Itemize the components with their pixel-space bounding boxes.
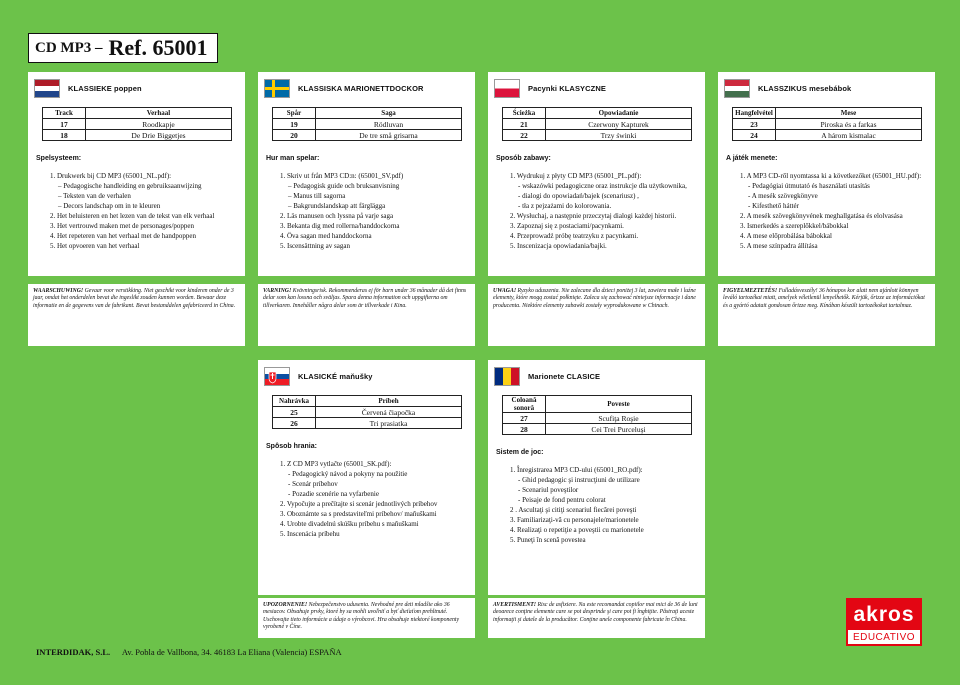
- col-header-story: Opowiadanie: [546, 108, 692, 119]
- step-item: - wskazówki pedagogiczne oraz instrukcje dla użytkownika,: [518, 182, 687, 190]
- table-row: [733, 119, 922, 130]
- steps-list: [510, 171, 705, 251]
- step-item: 2. Läs manusen och lyssna på varje saga: [280, 212, 394, 220]
- track-number: 27: [503, 413, 546, 424]
- table-row: [503, 119, 692, 130]
- warning-box: [28, 284, 245, 346]
- track-table: [272, 395, 462, 429]
- warning-lead: WAARSCHUWING!: [33, 288, 84, 294]
- col-header-track: Track: [43, 108, 86, 119]
- sweden-flag-icon: [264, 79, 290, 98]
- story-title: Roodkapje: [86, 119, 232, 130]
- step-item: - dialogi do opowiadań/bajek (scenariusz) ,: [518, 192, 639, 200]
- warning-box: [488, 598, 705, 638]
- document-header: [28, 33, 218, 63]
- story-title: A három kismalac: [776, 130, 922, 141]
- card-title: KLASSISKA MARIONETTDOCKOR: [298, 83, 424, 93]
- table-row: [273, 119, 462, 130]
- step-item: - Kifesthető háttér: [748, 202, 799, 210]
- card-titlebar: [258, 72, 475, 99]
- poland-flag-icon: [494, 79, 520, 98]
- step-item: - Pedagógiai útmutató és használati utasítás: [748, 182, 870, 190]
- step-item: 5. Iscensättning av sagan: [280, 242, 350, 250]
- track-table: [732, 107, 922, 141]
- step-item: 3. Het vertrouwd maken met de personages/poppen: [50, 222, 195, 230]
- table-row: [503, 130, 692, 141]
- step-item: 3. Ismerkedés a szereplőkkel/bábokkal: [740, 222, 849, 230]
- card-title: KLASSZIKUS mesebábok: [758, 83, 852, 93]
- table-row: [503, 424, 692, 435]
- warning-box: [258, 598, 475, 638]
- table-row: [43, 119, 232, 130]
- warning-body: Ryzyko uduszenia. Nie zalecane dla dzieci poniżej 3 lat, zawiera małe i luźne elementy, które mogą zostać połknięte. Zaleca się zachować niniejsze informacje i dane producenta. Niektóre elementy zabawki zostały wyprodukowane w Chinach.: [493, 288, 696, 309]
- story-title: Rödluvan: [316, 119, 462, 130]
- step-item: 3. Oboznámte sa s predstaviteľmi príbehov/ maňuškami: [280, 510, 437, 518]
- step-item: – Manus till sagorna: [288, 192, 346, 200]
- step-item: 5. Puneţi în scenă povestea: [510, 536, 586, 544]
- language-card: [258, 72, 475, 276]
- akros-logo: [846, 598, 922, 650]
- card-title: KLASSIEKE poppen: [68, 83, 142, 93]
- card-title: Marionete CLASICE: [528, 371, 601, 381]
- step-item: 4. Realizaţi o repetiţie a poveştii cu marionetele: [510, 526, 644, 534]
- step-item: 2. Het beluisteren en het lezen van de tekst van elk verhaal: [50, 212, 215, 220]
- warning-lead: UPOZORNENIE!: [263, 602, 308, 608]
- logo-word: akros: [846, 598, 922, 628]
- step-item: - Pozadie scenérie na vyfarbenie: [288, 490, 379, 498]
- hungary-flag-icon: [724, 79, 750, 98]
- card-titlebar: [488, 72, 705, 99]
- warning-body: Fulladásveszély! 36 hónapos kor alatt nem ajánlott könnyen leváló tartozékai miatt, amelyek véletlenül lenyelhetők. Kérjük, őrizze az információkat és a gyártó adatait gondosan őrizze meg. Kínában készült tartozékokat tartalmaz.: [723, 288, 925, 309]
- steps-list: [740, 171, 935, 251]
- story-title: Scufiţa Roşie: [546, 413, 692, 424]
- step-item: – Bakgrundslandskap att färglägga: [288, 202, 386, 210]
- footer-address: Av. Pobla de Vallbona, 34. 46183 La Eliana (Valencia) ESPAÑA: [121, 647, 342, 657]
- col-header-story: Príbeh: [316, 396, 462, 407]
- track-number: 21: [503, 119, 546, 130]
- track-table: [502, 107, 692, 141]
- step-item: - Scenariul poveştilor: [518, 486, 579, 494]
- card-titlebar: [718, 72, 935, 99]
- col-header-story: Saga: [316, 108, 462, 119]
- table-row: [43, 130, 232, 141]
- language-card: [488, 72, 705, 276]
- step-item: – Decors landschap om in te kleuren: [58, 202, 161, 210]
- language-card: [718, 72, 935, 276]
- step-item: - Pedagogický návod a pokyny na použitie: [288, 470, 408, 478]
- col-header-track: Coloană sonoră: [503, 396, 546, 413]
- step-item: 3. Zapoznaj się z postaciami/pacynkami.: [510, 222, 624, 230]
- step-item: - A mesék szövegkönyve: [748, 192, 818, 200]
- step-item: 1. A MP3 CD-ről nyomtassa ki a következőket (65001_HU.pdf):: [740, 172, 922, 180]
- table-row: [273, 418, 462, 429]
- step-item: - Peisaje de fond pentru colorat: [518, 496, 606, 504]
- language-card: [258, 360, 475, 595]
- section-heading: Sistem de joc:: [496, 449, 544, 456]
- track-number: 18: [43, 130, 86, 141]
- warning-text: [718, 284, 935, 314]
- col-header-track: Hangfelvétel: [733, 108, 776, 119]
- warning-body: Nebezpečenstvo udusenia. Nevhodné pre deti mladšie ako 36 mesiacov. Obsahuje prvky, ktoré by sa mohli uvoľniť a byť dieťaťom prehltnuté. Uschovajte tieto informácie a údaje o výrobcovi. Hra obsahuje niektoré komponenty vyrobené v Číne.: [263, 602, 460, 631]
- steps-list: [280, 171, 475, 251]
- col-header-story: Mese: [776, 108, 922, 119]
- steps-list: [510, 465, 705, 545]
- step-item: – Pedagogische handleiding en gebruiksaanwijzing: [58, 182, 202, 190]
- story-title: De tre små grisarna: [316, 130, 462, 141]
- card-titlebar: [28, 72, 245, 99]
- warning-lead: FIGYELMEZTETÉS!: [723, 288, 778, 294]
- col-header-track: Spår: [273, 108, 316, 119]
- col-header-story: Poveste: [546, 396, 692, 413]
- section-heading: A játék menete:: [726, 155, 778, 162]
- step-item: 2. Vypočujte a prečítajte si scenár jednotlivých príbehov: [280, 500, 438, 508]
- romania-flag-icon: [494, 367, 520, 386]
- col-header-track: Ścieżka: [503, 108, 546, 119]
- table-row: [273, 407, 462, 418]
- track-number: 17: [43, 119, 86, 130]
- step-item: 1. Z CD MP3 vytlačte (65001_SK.pdf):: [280, 460, 392, 468]
- table-row: [273, 130, 462, 141]
- warning-body: Kvävningsrisk. Rekommenderas ej för barn under 36 månader då det finns delar som kan lossna och sväljas. Spara denna information och uppgifterna om tillverkaren. Innehåller några delar som är tillverkade i Kina.: [263, 288, 467, 309]
- step-item: – Pedagogisk guide och bruksanvisning: [288, 182, 400, 190]
- track-number: 25: [273, 407, 316, 418]
- col-header-story: Verhaal: [86, 108, 232, 119]
- step-item: 5. Het opvoeren van het verhaal: [50, 242, 140, 250]
- step-item: 4. Urobte divadelnú skúšku príbehu s maňuškami: [280, 520, 419, 528]
- step-item: - Scenár príbehov: [288, 480, 338, 488]
- step-item: – Teksten van de verhalen: [58, 192, 131, 200]
- warning-body: Gevaar voor verstikking. Niet geschikt voor kinderen onder de 3 jaar, omdat het onderdelen bevat die ingeslikt zouden kunnen worden. Bewaar deze informatie en de gegevens van de fabrikant. Bevat bestanddelen gefabriceerd in China.: [33, 288, 236, 309]
- step-item: 1. Înregistrarea MP3 CD-ului (65001_RO.pdf):: [510, 466, 643, 474]
- warning-box: [488, 284, 705, 346]
- track-number: 28: [503, 424, 546, 435]
- steps-list: [280, 459, 475, 539]
- warning-text: [488, 598, 705, 628]
- warning-box: [718, 284, 935, 346]
- card-titlebar: [258, 360, 475, 387]
- col-header-track: Nahrávka: [273, 396, 316, 407]
- step-item: 4. Het repeteren van het verhaal met de handpoppen: [50, 232, 196, 240]
- warning-body: Risc de asfixiere. Nu este recomandat copiilor mai mici de 36 de luni deoarece conţine elemente care se pot desprinde şi care pot fi înghiţite. Păstraţi aceste informaţii şi datele de la producător. Conţine unele componente fabricate în China.: [493, 602, 698, 623]
- step-item: - Ghid pedagogic şi instrucţiuni de utilizare: [518, 476, 640, 484]
- card-titlebar: [488, 360, 705, 387]
- story-title: Czerwony Kapturek: [546, 119, 692, 130]
- section-heading: Spelsysteem:: [36, 155, 82, 162]
- step-item: 2. A mesék szövegkönyvének meghallgatása és elolvasása: [740, 212, 903, 220]
- track-number: 23: [733, 119, 776, 130]
- language-card: [28, 72, 245, 276]
- step-item: 5. A mese színpadra állítása: [740, 242, 818, 250]
- warning-text: [28, 284, 245, 314]
- section-heading: Hur man spelar:: [266, 155, 320, 162]
- header-prefix: CD MP3 –: [35, 39, 103, 56]
- step-item: 3. Bekanta dig med rollerna/handdockorna: [280, 222, 400, 230]
- warning-text: [488, 284, 705, 314]
- warning-lead: UWAGA!: [493, 288, 517, 294]
- table-row: [503, 413, 692, 424]
- step-item: 1. Wydrukuj z płyty CD MP3 (65001_PL.pdf):: [510, 172, 642, 180]
- logo-sub: EDUCATIVO: [846, 628, 922, 646]
- footer: [36, 647, 342, 657]
- step-item: - tła z pejzażami do kolorowania.: [518, 202, 612, 210]
- track-table: [272, 107, 462, 141]
- step-item: 1. Skriv ut från MP3 CD:n: (65001_SV.pdf): [280, 172, 404, 180]
- step-item: 2. Wysłuchaj, a następnie przeczytaj dialogi każdej historii.: [510, 212, 677, 220]
- step-item: 4. Przeprowadź próbę teatrzyku z pacynkami.: [510, 232, 639, 240]
- track-number: 19: [273, 119, 316, 130]
- language-card: [488, 360, 705, 595]
- table-row: [733, 130, 922, 141]
- section-heading: Spôsob hrania:: [266, 443, 317, 450]
- track-number: 24: [733, 130, 776, 141]
- track-number: 20: [273, 130, 316, 141]
- warning-text: [258, 284, 475, 314]
- story-title: Piroska és a farkas: [776, 119, 922, 130]
- warning-lead: AVERTISMENT!: [493, 602, 537, 608]
- track-table: [502, 395, 692, 435]
- story-title: Červená čiapočka: [316, 407, 462, 418]
- track-number: 26: [273, 418, 316, 429]
- story-title: Cei Trei Purceluşi: [546, 424, 692, 435]
- warning-box: [258, 284, 475, 346]
- track-number: 22: [503, 130, 546, 141]
- footer-company: INTERDIDAK, S.L.: [36, 647, 111, 657]
- steps-list: [50, 171, 245, 251]
- step-item: 4. A mese előprobálása bábokkal: [740, 232, 832, 240]
- step-item: 5. Inscenácia príbehu: [280, 530, 340, 538]
- step-item: 1. Drukwerk bij CD MP3 (65001_NL.pdf):: [50, 172, 172, 180]
- story-title: Trzy świnki: [546, 130, 692, 141]
- step-item: 3. Familiarizaţi-vă cu personajele/marionetele: [510, 516, 639, 524]
- header-ref: Ref. 65001: [108, 35, 208, 60]
- step-item: 4. Öva sagan med handdockorna: [280, 232, 372, 240]
- track-table: [42, 107, 232, 141]
- card-title: Pacynki KLASYCZNE: [528, 83, 606, 93]
- card-title: KLASICKÉ maňušky: [298, 371, 373, 381]
- step-item: 2 . Ascultaţi şi citiţi scenariul fiecărei poveşti: [510, 506, 637, 514]
- netherlands-flag-icon: [34, 79, 60, 98]
- slovakia-flag-icon: [264, 367, 290, 386]
- warning-text: [258, 598, 475, 636]
- story-title: Tri prasiatka: [316, 418, 462, 429]
- section-heading: Sposób zabawy:: [496, 155, 551, 162]
- story-title: De Drie Biggetjes: [86, 130, 232, 141]
- step-item: 5. Inscenizacja opowiadania/bajki.: [510, 242, 607, 250]
- warning-lead: VARNING!: [263, 288, 292, 294]
